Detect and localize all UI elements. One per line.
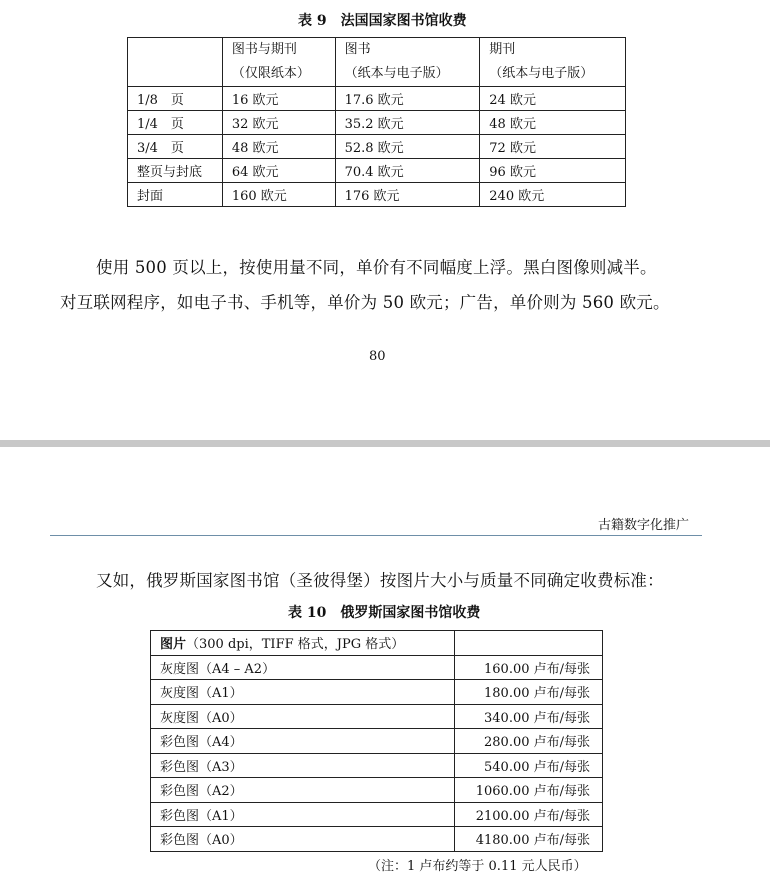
table-row bbox=[128, 87, 626, 111]
table9-cell: 16 欧元 bbox=[222, 87, 335, 111]
table10-label-cell: 彩色图（A2） bbox=[151, 778, 455, 803]
table9-cell: 64 欧元 bbox=[222, 159, 335, 183]
table10-label-cell: 彩色图（A4） bbox=[151, 729, 455, 754]
table9-cell: 72 欧元 bbox=[480, 135, 626, 159]
table10-label-cell: 彩色图（A0） bbox=[151, 827, 455, 852]
table9-cell: 整页与封底 bbox=[128, 159, 223, 183]
table9-header-cell: 图书 （纸本与电子版） bbox=[335, 38, 480, 87]
table9-cell: 32 欧元 bbox=[222, 111, 335, 135]
table-row bbox=[151, 680, 603, 705]
table9 bbox=[127, 37, 626, 207]
table10-header-cell bbox=[151, 631, 455, 656]
header-rest-text: （300 dpi，TIFF 格式，JPG 格式） bbox=[186, 637, 405, 653]
table-row bbox=[128, 111, 626, 135]
table10-price-cell: 2100.00 卢布/每张 bbox=[455, 802, 603, 827]
table9-cell: 1/8 页 bbox=[128, 87, 223, 111]
table-row bbox=[151, 802, 603, 827]
table-row bbox=[151, 778, 603, 803]
table9-cell: 3/4 页 bbox=[128, 135, 223, 159]
table9-cell: 160 欧元 bbox=[222, 183, 335, 207]
table-row bbox=[128, 159, 626, 183]
table10-header-row bbox=[151, 631, 603, 656]
header-rule bbox=[50, 535, 702, 536]
table10-label-cell: 灰度图（A1） bbox=[151, 680, 455, 705]
table10-price-cell: 180.00 卢布/每张 bbox=[455, 680, 603, 705]
table-row bbox=[151, 729, 603, 754]
table-row bbox=[151, 827, 603, 852]
page-divider bbox=[0, 440, 770, 447]
table10-label-cell: 灰度图（A4 – A2） bbox=[151, 655, 455, 680]
table9-cell: 48 欧元 bbox=[480, 111, 626, 135]
table10-price-cell: 540.00 卢布/每张 bbox=[455, 753, 603, 778]
table10-price-cell: 280.00 卢布/每张 bbox=[455, 729, 603, 754]
header-bold-text: 图片 bbox=[160, 637, 187, 653]
table10-note: （注：1 卢布约等于 0.11 元人民币） bbox=[368, 859, 587, 874]
page-number: 80 bbox=[369, 349, 386, 364]
running-header: 古籍数字化推广 bbox=[598, 518, 690, 533]
table9-caption: 表 9 法国国家图书馆收费 bbox=[298, 13, 467, 29]
table10-label-cell: 灰度图（A0） bbox=[151, 704, 455, 729]
table9-cell: 70.4 欧元 bbox=[335, 159, 480, 183]
table9-header-row bbox=[128, 38, 626, 87]
table10-price-cell: 4180.00 卢布/每张 bbox=[455, 827, 603, 852]
table9-cell: 52.8 欧元 bbox=[335, 135, 480, 159]
table10-price-cell: 1060.00 卢布/每张 bbox=[455, 778, 603, 803]
table9-cell: 176 欧元 bbox=[335, 183, 480, 207]
intro-paragraph: 又如，俄罗斯国家图书馆（圣彼得堡）按图片大小与质量不同确定收费标准： bbox=[96, 571, 664, 590]
table9-cell: 24 欧元 bbox=[480, 87, 626, 111]
table10-price-cell: 340.00 卢布/每张 bbox=[455, 704, 603, 729]
table10-caption: 表 10 俄罗斯国家图书馆收费 bbox=[288, 605, 481, 621]
table-row bbox=[151, 704, 603, 729]
table9-header-cell: 图书与期刊 （仅限纸本） bbox=[222, 38, 335, 87]
table-row bbox=[128, 183, 626, 207]
table9-cell: 48 欧元 bbox=[222, 135, 335, 159]
table9-header-cell: 期刊 （纸本与电子版） bbox=[480, 38, 626, 87]
table10-price-cell: 160.00 卢布/每张 bbox=[455, 655, 603, 680]
table9-cell: 240 欧元 bbox=[480, 183, 626, 207]
table9-cell: 96 欧元 bbox=[480, 159, 626, 183]
paragraph-line-2: 对互联网程序，如电子书、手机等，单价为 50 欧元；广告，单价则为 560 欧元。 bbox=[60, 293, 670, 312]
table10 bbox=[150, 630, 603, 852]
table10-header-empty-cell bbox=[455, 631, 603, 656]
paragraph-line-1: 使用 500 页以上，按使用量不同，单价有不同幅度上浮。黑白图像则减半。 bbox=[96, 258, 657, 277]
table-row bbox=[151, 655, 603, 680]
table10-label-cell: 彩色图（A1） bbox=[151, 802, 455, 827]
table9-header-cell bbox=[128, 38, 223, 87]
table9-cell: 1/4 页 bbox=[128, 111, 223, 135]
table-row bbox=[151, 753, 603, 778]
table9-cell: 35.2 欧元 bbox=[335, 111, 480, 135]
table-row bbox=[128, 135, 626, 159]
table9-cell: 17.6 欧元 bbox=[335, 87, 480, 111]
table10-label-cell: 彩色图（A3） bbox=[151, 753, 455, 778]
table9-cell: 封面 bbox=[128, 183, 223, 207]
